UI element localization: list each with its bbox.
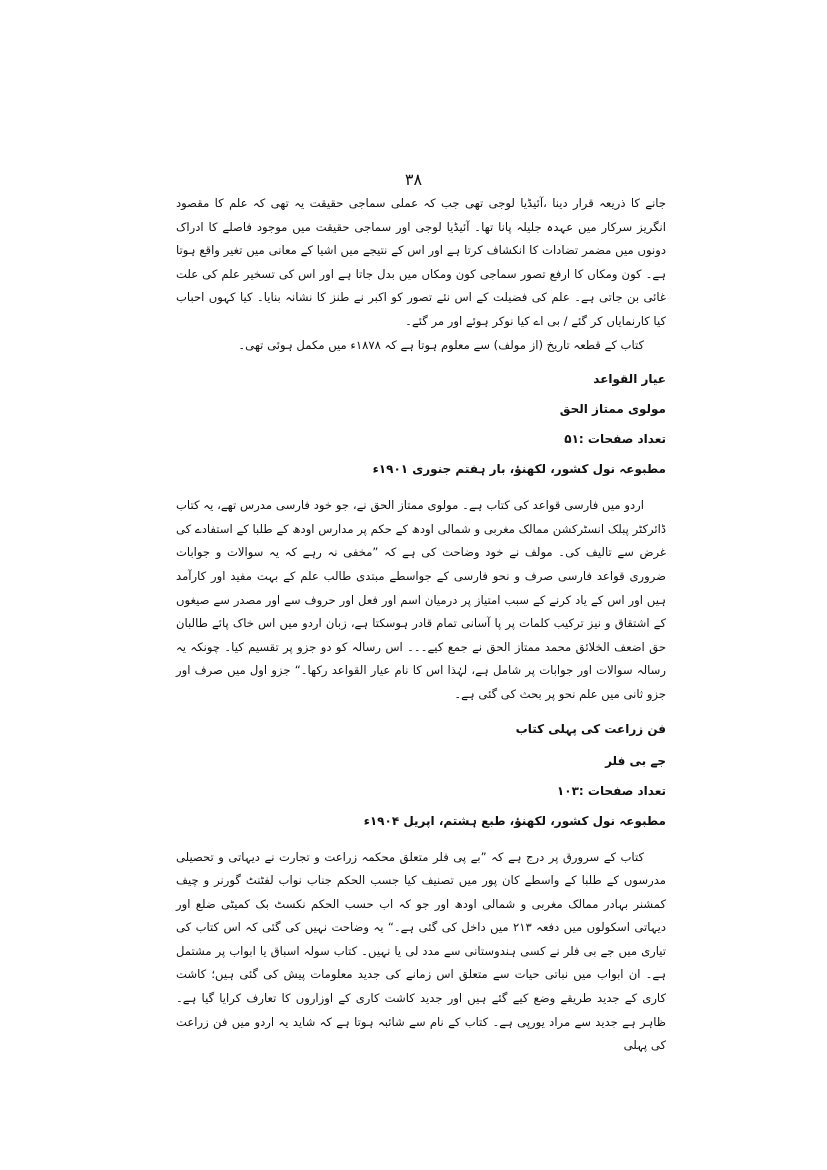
book2-details <box>176 720 666 830</box>
book1-publisher: مطبوعہ نول کشور، لکھنؤ، بار ہفتم جنوری ۱۹۰۱ء <box>372 462 666 477</box>
page-body <box>176 192 666 1058</box>
book2-description: کتاب کے سرورق پر درج ہے کہ ”بے پی فلر متعلق محکمہ زراعت و تجارت نے دیہاتی و تحصیلی مدرسوں کے طلبا کے واسطے کان پور میں تصنیف کیا جسب الحکم جناب نواب لفٹنٹ گورنر و چیف کمشنر بہادر ممالک مغربی و شمالی اودھ اور جو کہ اب حسب الحکم نکسٹ بک کمیٹی ضلع اور دیہاتی اسکولوں میں دفعہ ۲۱۳ میں داخل کی گئی ہے۔“ یہ وضاحت نہیں کی گئی کہ اس کتاب کی تیاری میں جے بی فلر نے کسی ہندوستانی سے مدد لی یا نہیں۔ کتاب سولہ اسباق یا ابواب پر مشتمل ہے۔ ان ابواب میں نباتی حیات سے متعلق اس زمانے کی جدید معلومات پیش کی گئی ہیں؛ کاشت کاری کے جدید طریقے وضع کیے گئے ہیں اور جدید کاشت کاری کے اوزاروں کا تعارف کرایا گیا ہے۔ ظاہر ہے جدید سے مراد یورپی ہے۔ کتاب کے نام سے شائبہ ہوتا ہے کہ شاید یہ اردو میں فن زراعت کی پہلی <box>176 849 666 1053</box>
book1-page-count: تعداد صفحات :۵۱ <box>564 432 666 447</box>
book1-description: اردو میں فارسی قواعد کی کتاب ہے۔ مولوی ممتاز الحق نے، جو خود فارسی مدرس تھے، یہ کتاب ڈائرکٹر پبلک انسٹرکشن ممالک مغربی و شمالی اودھ کے حکم پر مدارس اودھ کے طلبا کے استفادے کی غرض سے تالیف کی۔ مولف نے خود وضاحت کی ہے کہ ”مخفی نہ رہے کہ یہ سوالات و جوابات ضروری قواعد فارسی صرف و نحو فارسی کے جواسطے مبتدی طالب علم کے بہت مفید اور کارآمد ہیں اور اس کے یاد کرنے کے سبب امتیاز پر درمیان اسم اور فعل اور حروف سے اور مصدر سے صیغوں کے اشتقاق و نیز ترکیب کلمات پر پا آسانی تمام قادر ہوسکتا ہے، زبان اردو میں اس خاک پائے طالبان حق اضعف الخلائق محمد ممتاز الحق نے جمع کیے۔۔۔ اس رسالہ کو دو جزو پر تقسیم کیا۔ چونکہ یہ رسالہ سوالات اور جوابات پر شامل ہے، لہٰذا اس کا نام عیار القواعد رکھا۔“ جزو اول میں صرف اور جزو ثانی میں علم نحو پر بحث کی گئی ہے۔ <box>176 498 666 701</box>
book2-title: فن زراعت کی پہلی کتاب <box>515 721 666 736</box>
book2-page-count: تعداد صفحات :۱۰۳ <box>556 783 666 798</box>
book1-author: مولوی ممتاز الحق <box>559 402 666 417</box>
book1-details <box>176 370 666 478</box>
page-number: ۳۸ <box>404 170 423 189</box>
book2-publisher: مطبوعہ نول کشور، لکھنؤ، طبع ہشتم، اپریل ۱۹۰۴ء <box>363 813 666 828</box>
intro-paragraph: جانے کا ذریعہ قرار دینا ،آئیڈیا لوجی تھی جب کہ عملی سماجی حقیقت یہ تھی کہ علم کا مقصود انگریز سرکار میں عہدہ جلیلہ پانا تھا۔ آئیڈیا لوجی اور سماجی حقیقت میں موجود فاصلے کا ادراک دونوں میں مضمر تضادات کا انکشاف کرتا ہے اور اس کے نتیجے میں اشیا کے معانی میں تغیر واقع ہوتا ہے۔ کون ومکاں کا ارفع تصور سماجی کون ومکاں میں بدل جاتا ہے اور اس کی تسخیر علم کی علت غائی بن جاتی ہے۔ علم کی فضیلت کے اس نئے تصور کو اکبر نے طنز کا نشانہ بنایا۔ کیا کہوں احباب کیا کارنمایاں کر گئے / بی اے کیا نوکر ہوئے اور مر گئے۔ <box>176 196 666 328</box>
book2-author: جے بی فلر <box>605 753 666 768</box>
intro-note-paragraph: کتاب کے قطعہ تاریخ (از مولف) سے معلوم ہوتا ہے کہ ۱۸۷۸ء میں مکمل ہوئی تھی۔ <box>238 337 644 352</box>
book1-title: عیار القواعد <box>593 372 666 387</box>
